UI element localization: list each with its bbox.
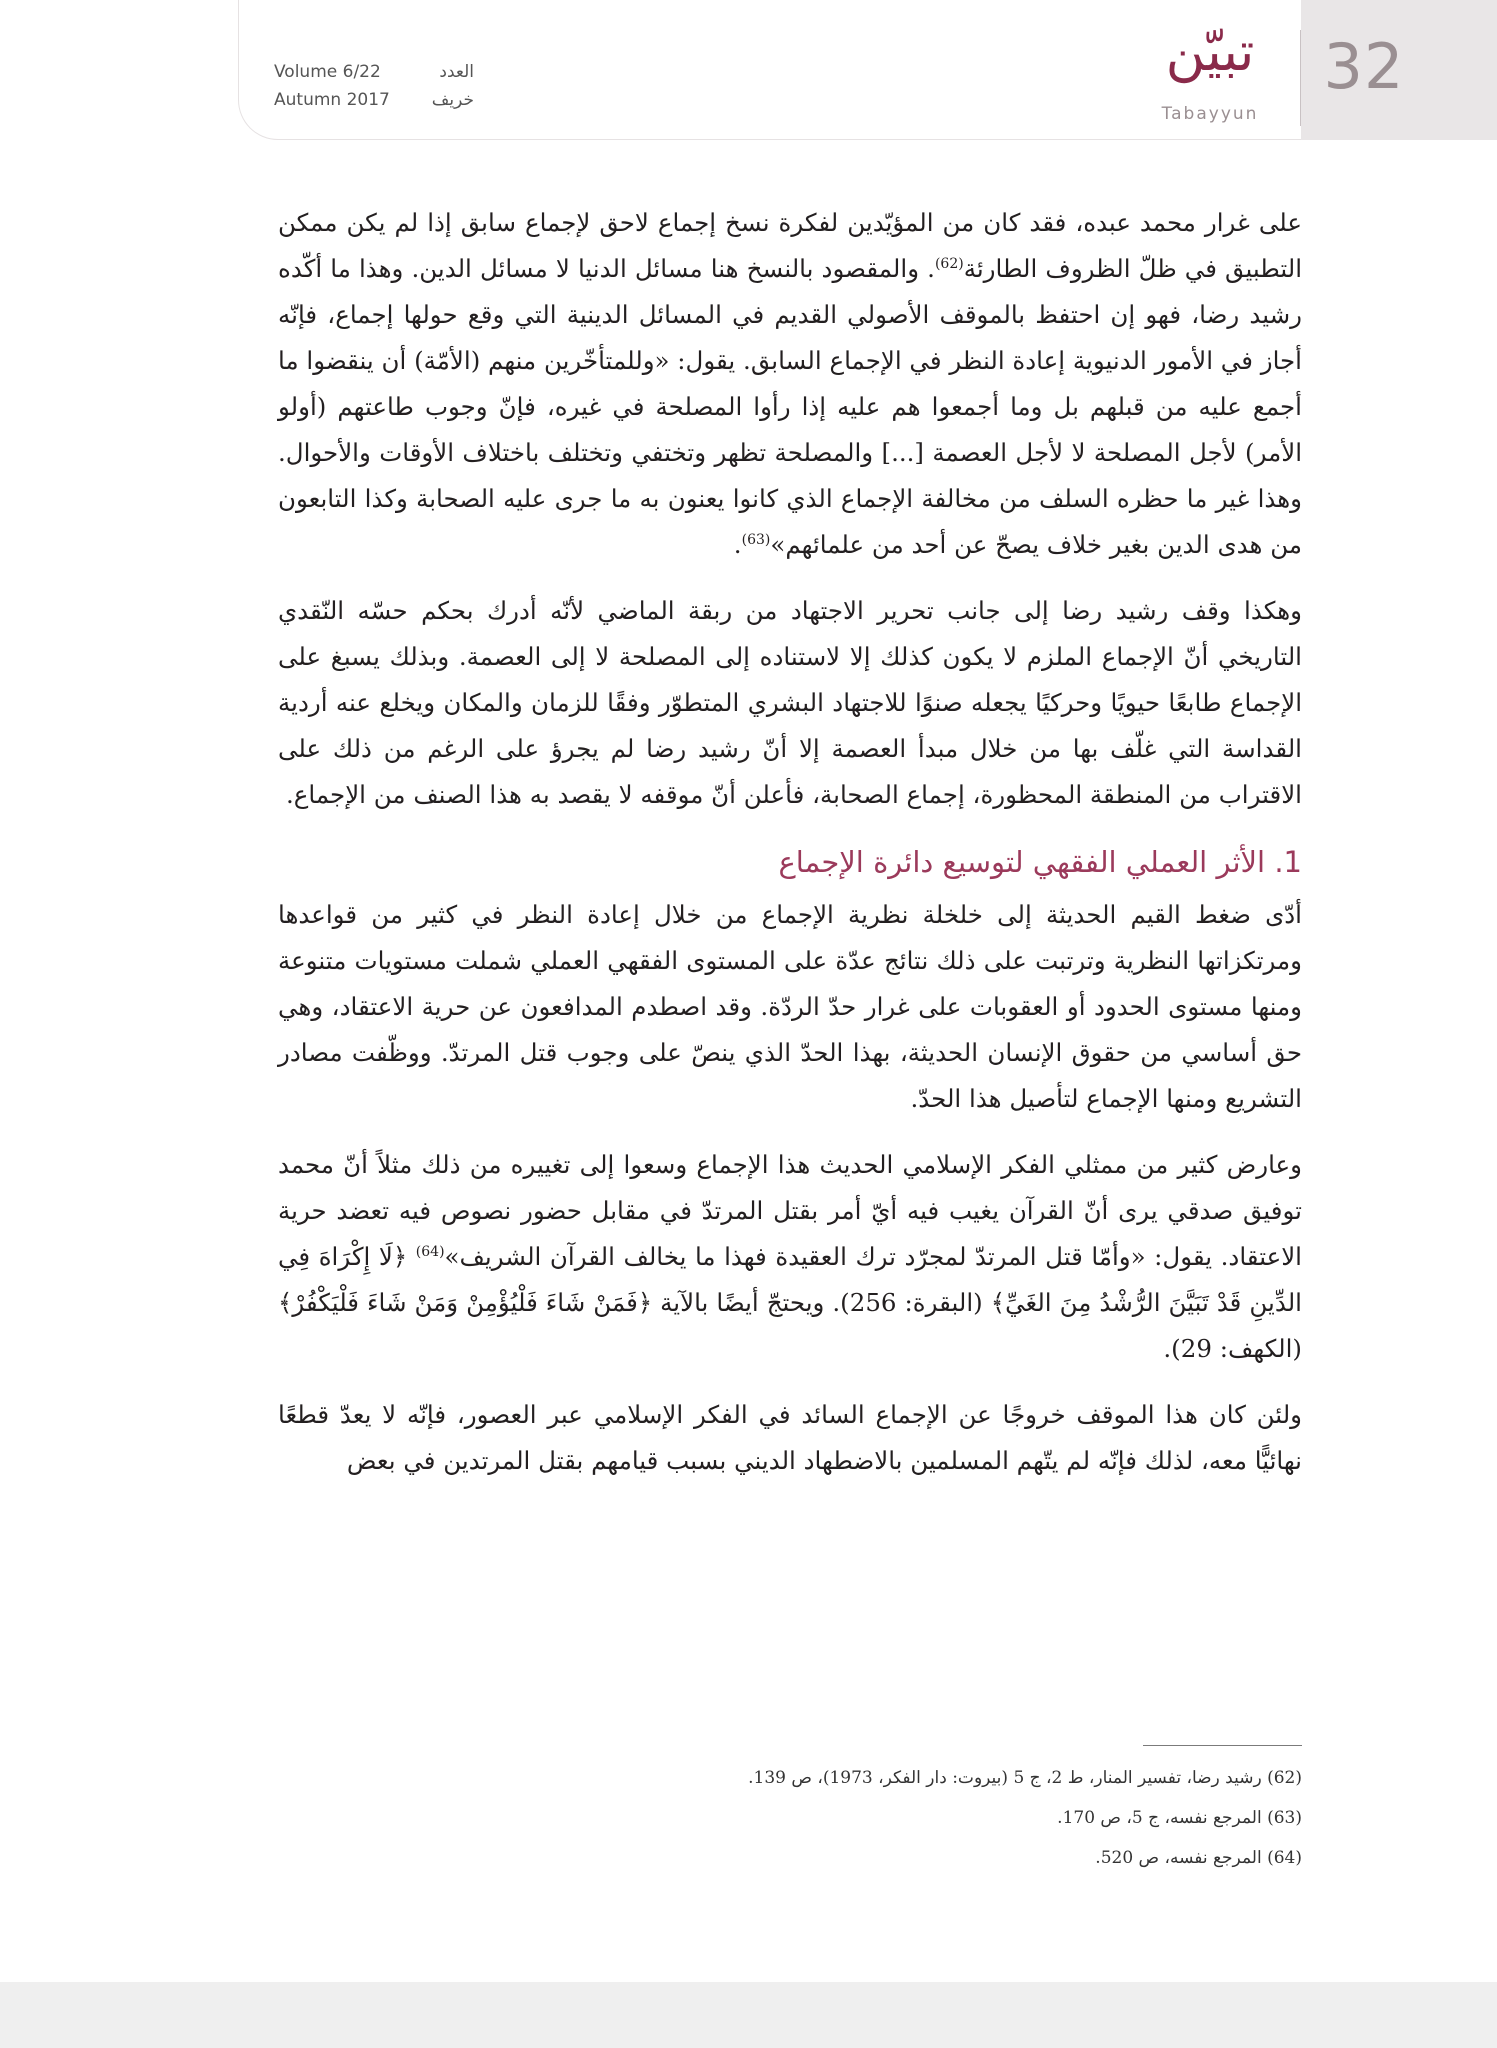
footnote-ref[interactable]: (63) — [741, 531, 771, 548]
paragraph-text: . والمقصود بالنسخ هنا مسائل الدنيا لا مسائل الدين. وهذا ما أكّده رشيد رضا، فهو إن احتفظ بالموقف الأصولي القديم في المسائل الدينية التي وقع حولها إجماع، فإنّه أجاز في الأمور الدنيوية إعادة النظر في الإجماع السابق. يقول: «وللمتأخّرين منهم (الأمّة) أن ينقضوا ما أجمع عليه من قبلهم بل وما أجمعوا هم عليه إذا رأوا المصلحة في غيره، فإنّ وجوب طاعتهم (أولو الأمر) لأجل المصلحة لا لأجل العصمة [...] والمصلحة تظهر وتختفي وتختلف باختلاف الأوقات والأحوال. وهذا غير ما حظره السلف من مخالفة الإجماع الذي كانوا يعنون به ما جرى عليه الصحابة وكذا التابعون من هدى الدين بغير خلاف يصحّ عن أحد من علمائهم» — [278, 254, 1302, 559]
footnote: (64) المرجع نفسه، ص 520. — [1095, 1848, 1302, 1868]
issue-info — [274, 58, 474, 114]
paragraph-text: ﴿لَا إِكْرَاهَ فِي الدِّينِ قَدْ تَبَيَّنَ الرُّشْدُ مِنَ الغَيِّ﴾ (البقرة: 256). ويحتجّ أيضًا بالآية ﴿فَمَنْ شَاءَ فَلْيُؤْمِنْ وَمَنْ شَاءَ فَلْيَكْفُرْ﴾ (الكهف: 29). — [278, 1242, 1302, 1363]
paragraph-text: . — [733, 530, 742, 559]
footnote-ref[interactable]: (62) — [934, 255, 964, 272]
footnote: (62) رشيد رضا، تفسير المنار، ط 2، ج 5 (بيروت: دار الفكر، 1973)، ص 139. — [748, 1768, 1302, 1788]
section-heading: 1. الأثر العملي الفقهي لتوسيع دائرة الإجماع — [778, 845, 1302, 879]
page-number: 32 — [1323, 30, 1405, 103]
footnotes — [278, 1758, 1302, 1878]
footnote: (63) المرجع نفسه، ج 5، ص 170. — [1057, 1808, 1302, 1828]
paragraph: وهكذا وقف رشيد رضا إلى جانب تحرير الاجتهاد من ربقة الماضي لأنّه أدرك بحكم حسّه النّقدي التاريخي أنّ الإجماع الملزم لا يكون كذلك إلا لاستناده إلى المصلحة لا إلى العصمة. وبذلك يسبغ على الإجماع طابعًا حيويًا وحركيًا يجعله صنوًا للاجتهاد البشري المتطوّر وفقًا للزمان والمكان ويخلع عنه أردية القداسة التي غلّف بها من خلال مبدأ العصمة إلا أنّ رشيد رضا لم يجرؤ على الرغم من ذلك على الاقتراب من المنطقة المحظورة، إجماع الصحابة، فأعلن أنّ موقفه لا يقصد به هذا الصنف من الإجماع. — [278, 596, 1302, 809]
season-label: Autumn 2017 — [274, 90, 390, 111]
season-label-ar: خريف — [431, 90, 474, 111]
footnote-ref[interactable]: (64) — [415, 1243, 445, 1260]
paragraph-text: على غرار محمد عبده، فقد كان من المؤيّدين لفكرة نسخ إجماع لاحق لإجماع سابق إذا لم يكن ممكن التطبيق في ظلّ الظروف الطارئة — [278, 208, 1303, 283]
journal-logo-latin: Tabayyun — [1161, 104, 1259, 124]
issue-label-ar: العدد — [439, 62, 474, 82]
paragraph: أدّى ضغط القيم الحديثة إلى خلخلة نظرية الإجماع من خلال إعادة النظر في كثير من قواعدها ومرتكزاتها النظرية وترتبت على ذلك نتائج عدّة على المستوى الفقهي العملي شملت مستويات متنوعة ومنها مستوى الحدود أو العقوبات على غرار حدّ الردّة. وقد اصطدم المدافعون عن حرية الاعتقاد، وهي حق أساسي من حقوق الإنسان الحديثة، بهذا الحدّ الذي ينصّ على وجوب قتل المرتدّ. ووظّفت مصادر التشريع ومنها الإجماع لتأصيل هذا الحدّ. — [278, 900, 1302, 1113]
paragraph — [278, 1142, 1302, 1372]
article-body — [278, 200, 1302, 1504]
header-divider — [1300, 30, 1301, 126]
season-line — [274, 86, 474, 114]
paragraph: ولئن كان هذا الموقف خروجًا عن الإجماع السائد في الفكر الإسلامي عبر العصور، فإنّه لا يعدّ قطعًا نهائيًّا معه، لذلك فإنّه لم يتّهم المسلمين بالاضطهاد الديني بسبب قيامهم بقتل المرتدين في بعض — [278, 1400, 1302, 1475]
journal-logo: تبيّن — [1165, 20, 1255, 83]
page-bottom-band — [0, 1982, 1497, 2048]
footnote-rule — [1143, 1745, 1302, 1746]
paragraph — [278, 200, 1302, 568]
volume-line — [274, 58, 474, 86]
volume-label: Volume 6/22 — [274, 62, 381, 82]
paragraph-text: وعارض كثير من ممثلي الفكر الإسلامي الحديث هذا الإجماع وسعوا إلى تغييره من ذلك مثلاً أنّ محمد توفيق صدقي يرى أنّ القرآن يغيب فيه أيّ أمر بقتل المرتدّ في مقابل حضور نصوص فيه تعضد حرية الاعتقاد. يقول: «وأمّا قتل المرتدّ لمجرّد ترك العقيدة فهذا ما يخالف القرآن الشريف» — [278, 1150, 1302, 1271]
